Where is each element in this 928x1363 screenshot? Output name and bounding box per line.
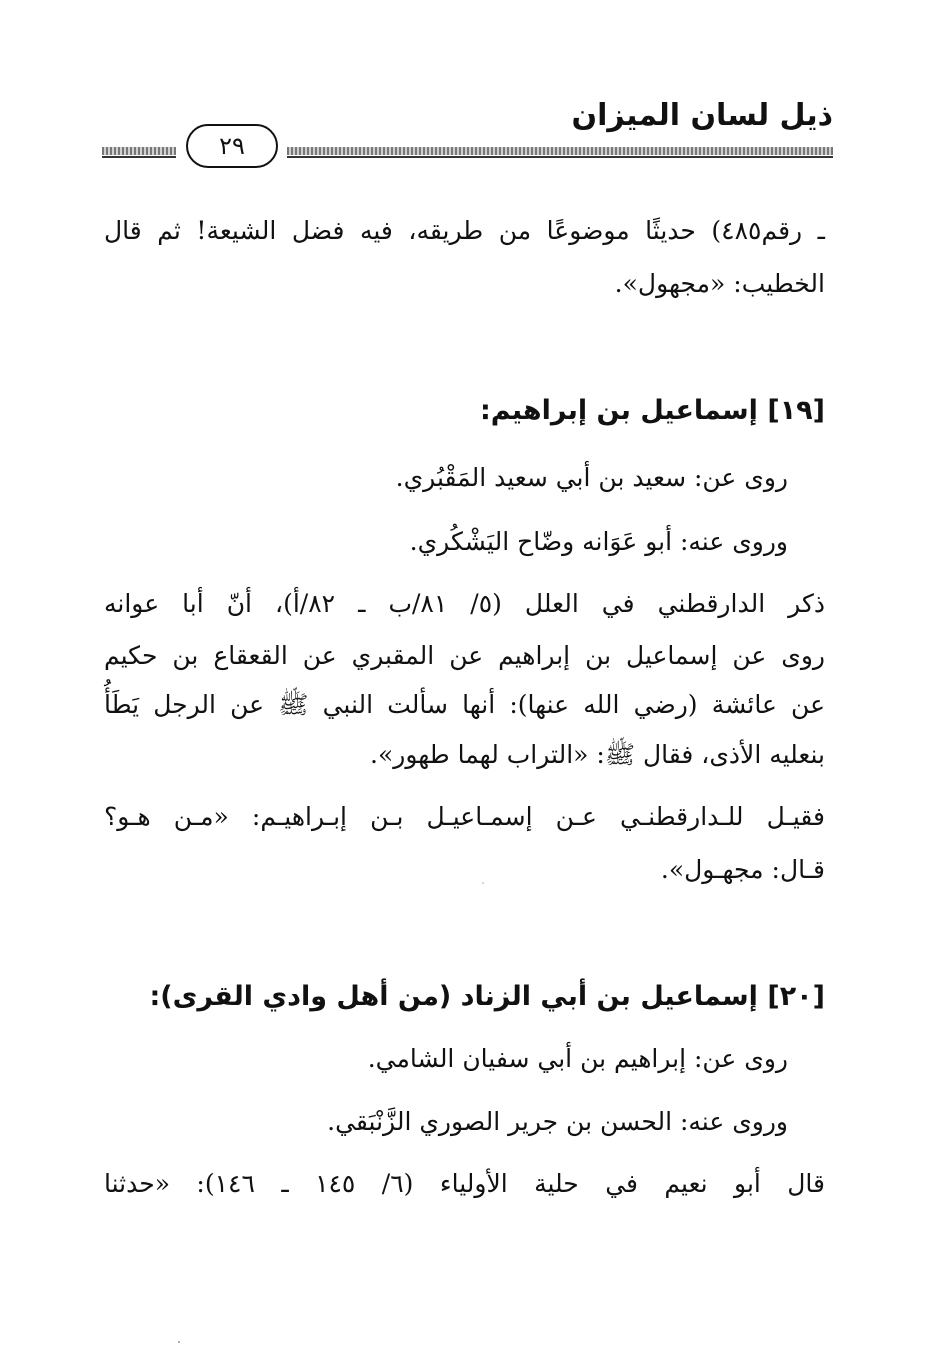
- scan-speck: [482, 882, 484, 884]
- entry-19-para2-line-2: قـال: مجهـول».: [660, 855, 825, 884]
- entry-20-heading: [٢٠] إسماعيل بن أبي الزناد (من أهل وادي القرى):: [149, 981, 825, 1012]
- header-rule-right: [287, 147, 833, 155]
- entry-19-rawa-an: روى عن: سعيد بن أبي سعيد المَقْبُري.: [395, 463, 788, 492]
- entry-19-rawa-anhu: وروى عنه: أبو عَوَانه وضّاح اليَشْكُري.: [409, 527, 788, 556]
- intro-line-2: الخطيب: «مجهول».: [614, 269, 825, 298]
- entry-19-para2-line-1: فقيـل للـدارقطنـي عـن إسمـاعيـل بـن إبـراهيـم: «مـن هـو؟: [104, 802, 825, 831]
- header-rule-left: [102, 147, 176, 155]
- intro-line-1: ـ رقم٤٨٥) حديثًا موضوعًا من طريقه، فيه فضل الشيعة! ثم قال: [104, 216, 825, 245]
- entry-20-para1-line-1: قال أبو نعيم في حلية الأولياء (٦/ ١٤٥ ـ ١٤٦): «حدثنا: [104, 1169, 826, 1198]
- entry-20-rawa-anhu: وروى عنه: الحسن بن جرير الصوري الزَّنْبَقي.: [327, 1107, 788, 1136]
- entry-19-para1-line-3: عن عائشة (رضي الله عنها): أنها سألت النبي ﷺ عن الرجل يَطَأُ: [104, 690, 825, 719]
- entry-19-heading: [١٩] إسماعيل بن إبراهيم:: [479, 395, 825, 426]
- entry-19-para1-line-1: ذكر الدارقطني في العلل (٥/ ٨١/ب ـ ٨٢/أ)، أنّ أبا عوانه: [104, 589, 825, 618]
- scan-speck: [178, 1341, 180, 1343]
- entry-19-para1-line-4: بنعليه الأذى، فقال ﷺ: «التراب لهما طهور».: [370, 740, 825, 769]
- page-number: ٢٩: [186, 124, 278, 168]
- entry-19-para1-line-2: روى عن إسماعيل بن إبراهيم عن المقبري عن القعقاع بن حكيم: [104, 641, 825, 670]
- entry-20-rawa-an: روى عن: إبراهيم بن أبي سفيان الشامي.: [367, 1044, 788, 1073]
- running-header-title: ذيل لسان الميزان: [571, 98, 833, 133]
